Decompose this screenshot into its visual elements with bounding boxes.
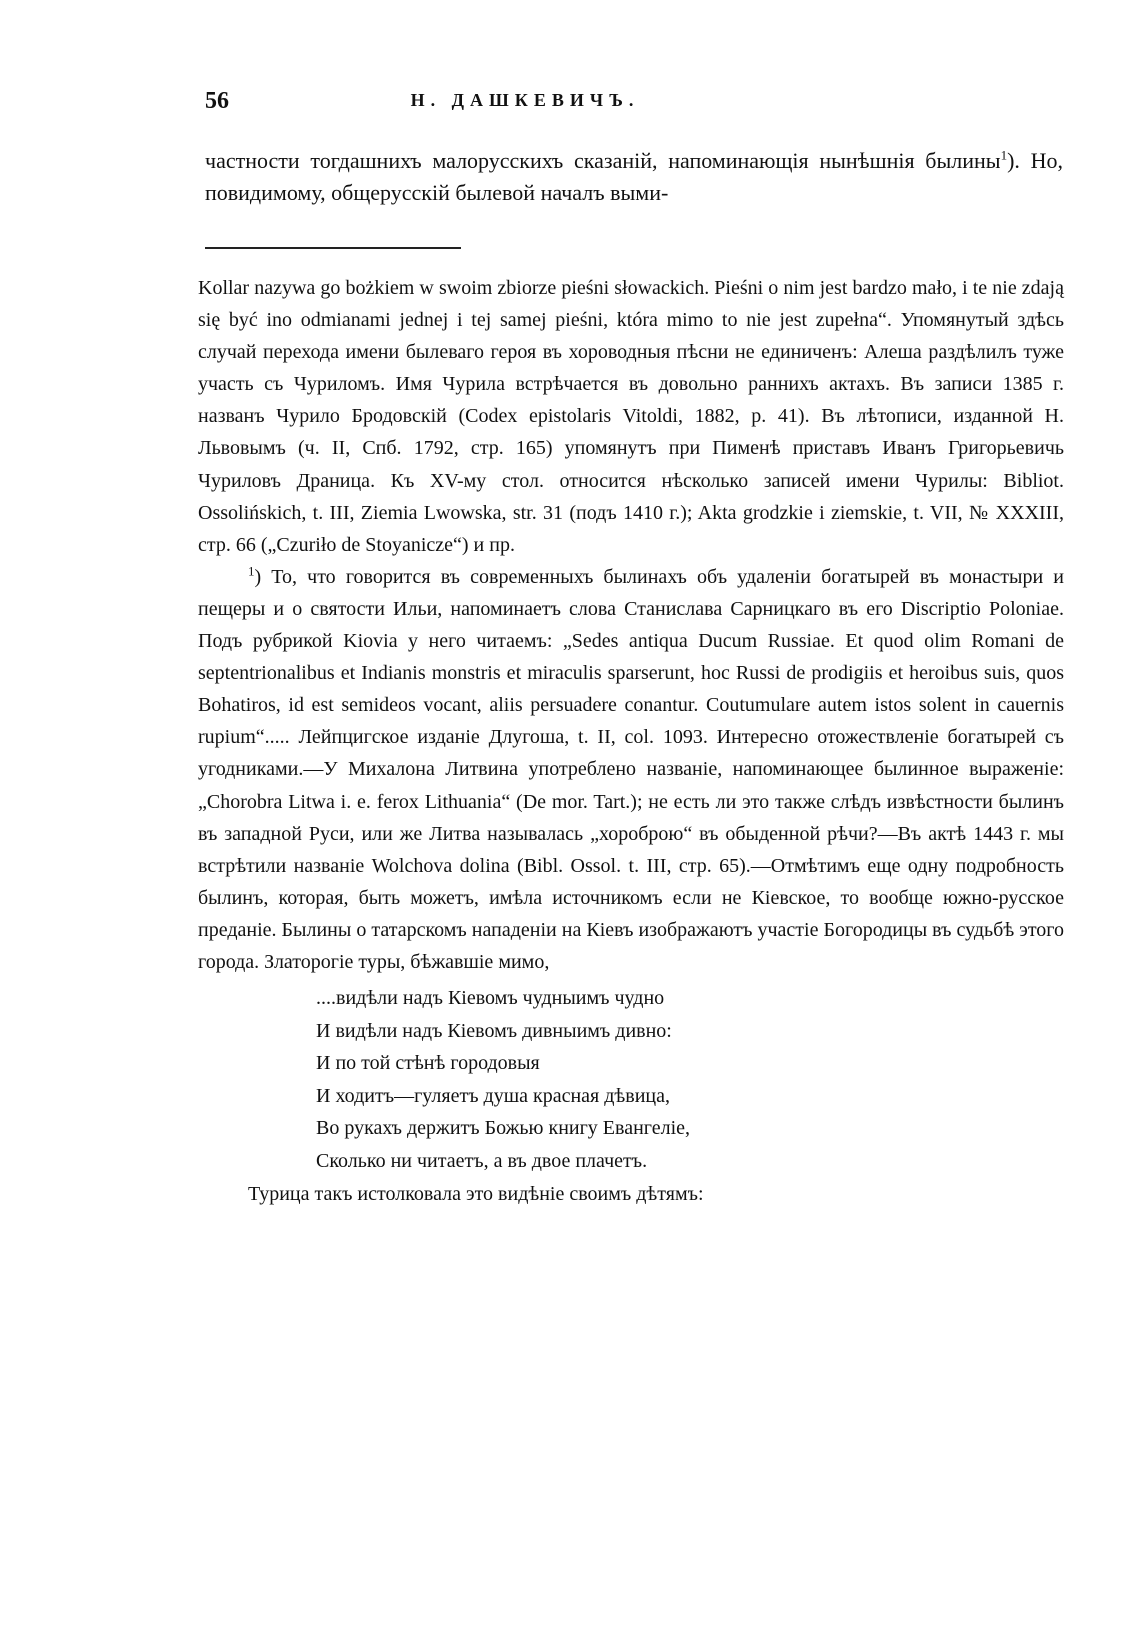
footnote-1 bbox=[198, 561, 1064, 978]
footnote-separator bbox=[205, 247, 461, 249]
running-head: Н. ДАШКЕВИЧЪ. bbox=[410, 90, 640, 110]
verse-line: Сколько ни читаетъ, а въ двое плачетъ. bbox=[316, 1150, 648, 1173]
footnote-closing-line: Турица такъ истолковала это видѣніе своимъ дѣтямъ: bbox=[248, 1182, 704, 1205]
page-number: 56 bbox=[205, 88, 229, 114]
verse-line: И ходитъ—гуляетъ душа красная дѣвица, bbox=[316, 1084, 670, 1107]
verse-line: И по той стѣнѣ городовыя bbox=[316, 1052, 540, 1075]
footnote-continuation: Kollar nazywa go bożkiem w swoim zbiorze pieśni słowackich. Pieśni o nim jest bardzo mało, i te nie zdają się być ino odmianami jednej i tej samej pieśni, która mimo to nie jest zupełna“. Упомянутый здѣсь случай перехода имени былеваго героя въ хороводныя пѣсни не единиченъ: Алеша раздѣлилъ туже участь съ Чуриломъ. Имя Чурила встрѣчается въ довольно раннихъ актахъ. Въ записи 1385 г. названъ Чурило Бродовскій (Codex epistolaris Vitoldi, 1882, p. 41). Въ лѣтописи, изданной Н. Львовымъ (ч. II, Спб. 1792, стр. 165) упомянутъ при Пименѣ приставъ Иванъ Григорьевичь Чуриловъ Драница. Къ XV-му стол. относится нѣсколько записей имени Чурилы: Bibliot. Ossolińskich, t. III, Ziemia Lwowska, str. 31 (подъ 1410 г.); Akta grodzkie i ziemskie, t. VII, № XXXIII, стр. 66 („Czuriło de Stoyanicze“) и пр. bbox=[198, 277, 1064, 556]
quoted-verse bbox=[316, 982, 1064, 1178]
footnote-reference: 1 bbox=[1000, 147, 1008, 163]
verse-line: ....видѣли надъ Кіевомъ чудныимъ чудно bbox=[316, 987, 665, 1010]
main-text-end: ). Но, повидимому, общерусскій былевой началъ выми- bbox=[205, 148, 1064, 205]
main-text bbox=[205, 145, 1063, 209]
main-text-start: частности тогдашнихъ малорусскихъ сказаній, напоминающія нынѣшнія былины bbox=[205, 148, 1001, 173]
verse-line: Во рукахъ держитъ Божью книгу Евангеліе, bbox=[316, 1117, 691, 1140]
footnotes bbox=[198, 272, 1064, 1210]
footnote-1-mark: 1 bbox=[248, 563, 255, 579]
verse-line: И видѣли надъ Кіевомъ дивныимъ дивно: bbox=[316, 1019, 672, 1042]
page-header bbox=[205, 88, 935, 122]
footnote-1-text: ) То, что говорится въ современныхъ былинахъ объ удаленіи богатырей въ монастыри и пещеры и о святости Ильи, напоминаетъ слова Станислава Сарницкаго въ его Discriptio Poloniae. Подъ рубрикой Kiovia у него читаемъ: „Sedes antiqua Ducum Russiae. Et quod olim Romani de septentrionalibus et Indianis monstris et miraculis sparserunt, hoc Russi de prodigiis et heroibus suis, quos Bohatiros, id est semideos vocant, aliis persuadere conantur. Coutumulare autem istos solent in cauernis rupium“..... Лейпцигское изданіе Длугоша, t. II, col. 1093. Интересно отожествленіе богатырей съ угодниками.—У Михалона Литвина употреблено названіе, напоминающее былинное выраженіе: „Chorobra Litwa i. e. ferox Lithuania“ (De mor. Tart.); не есть ли это также слѣдъ извѣстности былинъ въ западной Руси, или же Литва называлась „хороброю“ въ обыденной рѣчи?—Въ актѣ 1443 г. мы встрѣтили названіе Wolchova dolina (Bibl. Ossol. t. III, стр. 65).—Отмѣтимъ еще одну подробность былинъ, которая, быть можетъ, имѣла источникомъ если не Кіевское, то вообще южно-русское преданіе. Былины о татарскомъ нападеніи на Кіевъ изображаютъ участіе Богородицы въ судьбѣ этого города. Златорогіе туры, бѣжавшіе мимо, bbox=[198, 565, 1064, 973]
